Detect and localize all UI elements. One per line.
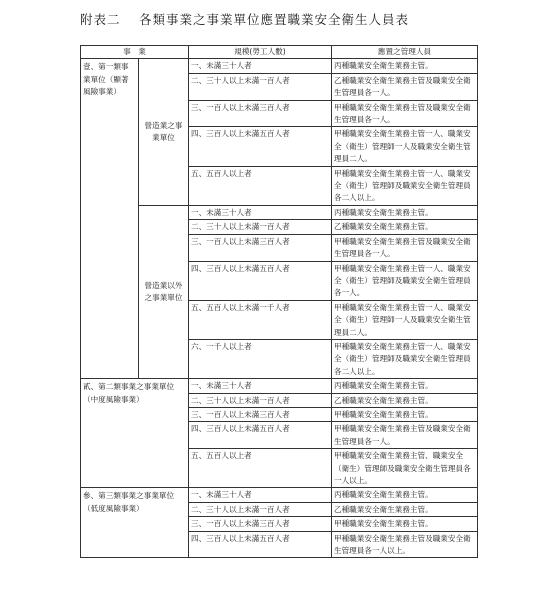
staff-cell: 丙種職業安全衛生業務主管。: [332, 205, 478, 219]
staff-cell: 乙種職業安全衛生業務主管。: [332, 502, 478, 516]
staff-cell: 丙種職業安全衛生業務主管。: [332, 379, 478, 393]
scale-cell: 四、三百人以上未滿五百人者: [189, 422, 332, 449]
scale-cell: 二、三十人以上未滿一百人者: [189, 393, 332, 407]
staff-cell: 甲種職業安全衛生業務主管一人、職業安全（衛生）管理師一人及職業安全衛生管理員二人。: [332, 300, 478, 339]
table-row: [81, 205, 478, 219]
table-row: [81, 379, 478, 393]
scale-cell: 四、三百人以上未滿五百人者: [189, 261, 332, 300]
scale-cell: 四、三百人以上未滿五百人者: [189, 127, 332, 166]
staff-cell: 丙種職業安全衛生業務主管。: [332, 488, 478, 502]
scale-cell: 二、三十人以上未滿一百人者: [189, 220, 332, 234]
subcategory-cell: 營造業之事業單位: [139, 59, 189, 205]
staff-cell: 甲種職業安全衛生業務主管及職業安全衛生管理員各一人。: [332, 234, 478, 261]
scale-cell: 三、一百人以上未滿三百人者: [189, 234, 332, 261]
staff-cell: 乙種職業安全衛生業務主管及職業安全衛生管理員各一人。: [332, 73, 478, 100]
scale-cell: 三、一百人以上未滿三百人者: [189, 517, 332, 531]
scale-cell: 一、未滿三十人者: [189, 205, 332, 219]
staff-cell: 乙種職業安全衛生業務主管。: [332, 220, 478, 234]
staff-cell: 甲種職業安全衛生業務主管及職業安全衛生管理員各一人。: [332, 100, 478, 127]
scale-cell: 一、未滿三十人者: [189, 488, 332, 502]
scale-cell: 三、一百人以上未滿三百人者: [189, 407, 332, 421]
scale-cell: 一、未滿三十人者: [189, 379, 332, 393]
scale-cell: 五、五百人以上者: [189, 449, 332, 488]
staff-cell: 乙種職業安全衛生業務主管。: [332, 393, 478, 407]
table-row: [81, 59, 478, 73]
category-cell: 壹、第一類事業單位（顯著風險事業）: [81, 59, 139, 379]
category-cell: 貳、第二類事業之事業單位（中度風險事業）: [81, 379, 189, 488]
staff-cell: 甲種職業安全衛生業務主管一人、職業安全（衛生）管理師及職業安全衛生管理員各二人以上。: [332, 339, 478, 378]
scale-cell: 五、五百人以上者: [189, 166, 332, 205]
category-cell: 參、第三類事業之事業單位（低度風險事業）: [81, 488, 189, 558]
header-scale: 規模(勞工人數): [189, 46, 332, 59]
scale-cell: 二、三十人以上未滿一百人者: [189, 73, 332, 100]
staff-cell: 甲種職業安全衛生業務主管、職業安全（衛生）管理師及職業安全衛生管理員各一人以上。: [332, 449, 478, 488]
table-row: [81, 488, 478, 502]
scale-cell: 二、三十人以上未滿一百人者: [189, 502, 332, 516]
scale-cell: 六、一千人以上者: [189, 339, 332, 378]
staff-cell: 丙種職業安全衛生業務主管。: [332, 59, 478, 73]
staff-cell: 甲種職業安全衛生業務主管一人、職業安全（衛生）管理師及職業安全衛生管理員各二人以上。: [332, 166, 478, 205]
staff-requirement-table: [80, 45, 478, 558]
table-header-row: [81, 46, 478, 59]
scale-cell: 一、未滿三十人者: [189, 59, 332, 73]
staff-cell: 甲種職業安全衛生業務主管一人、職業安全（衛生）管理師及職業安全衛生管理員各一人。: [332, 261, 478, 300]
scale-cell: 四、三百人以上未滿五百人者: [189, 531, 332, 558]
page-title: 附表二 各類事業之事業單位應置職業安全衛生人員表: [80, 12, 409, 27]
staff-cell: 甲種職業安全衛生業務主管及職業安全衛生管理員各一人以上。: [332, 531, 478, 558]
header-industry: 事 業: [81, 46, 189, 59]
scale-cell: 五、五百人以上未滿一千人者: [189, 300, 332, 339]
staff-cell: 甲種職業安全衛生業務主管。: [332, 407, 478, 421]
subcategory-cell: 營造業以外之事業單位: [139, 205, 189, 378]
scale-cell: 三、一百人以上未滿三百人者: [189, 100, 332, 127]
staff-cell: 甲種職業安全衛生業務主管一人、職業安全（衛生）管理師一人及職業安全衛生管理員二人。: [332, 127, 478, 166]
header-staff: 應置之管理人員: [332, 46, 478, 59]
staff-cell: 甲種職業安全衛生業務主管。: [332, 517, 478, 531]
staff-cell: 甲種職業安全衛生業務主管及職業安全衛生管理員各一人。: [332, 422, 478, 449]
